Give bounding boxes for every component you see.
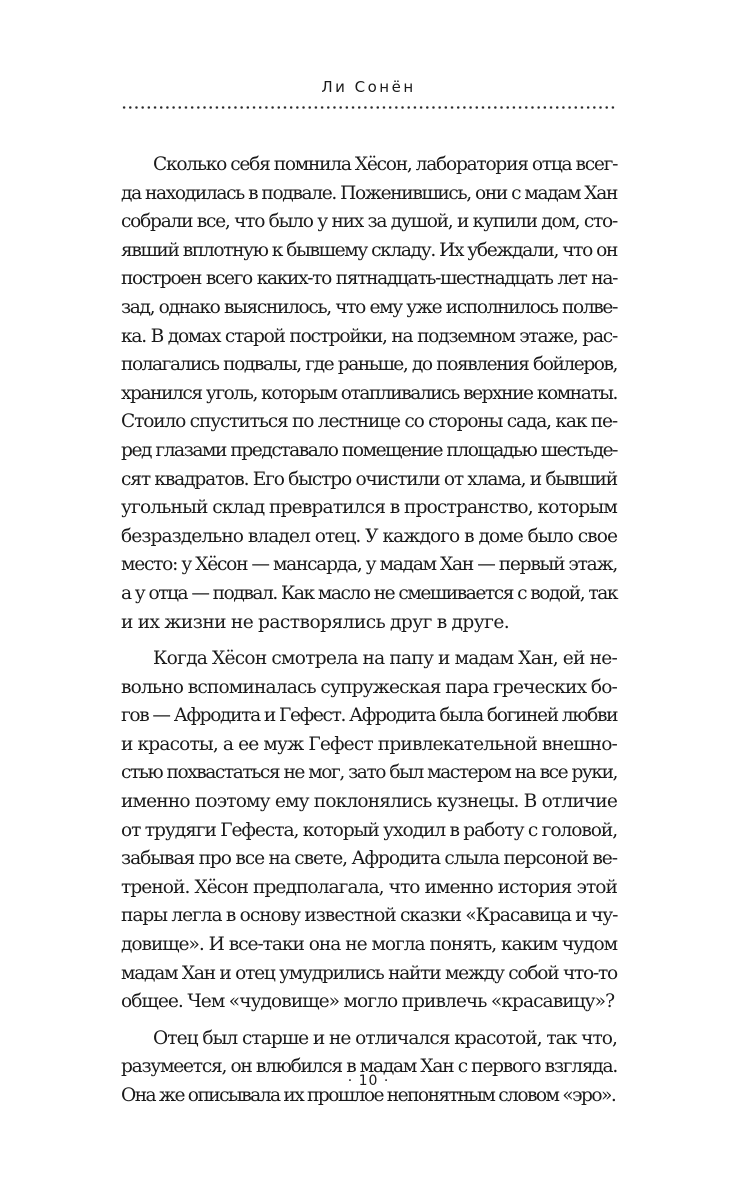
text-line: именно поэтому ему поклонялись кузнецы. В отличие	[121, 791, 617, 813]
paragraph	[121, 151, 617, 637]
paragraph	[121, 645, 617, 1017]
text-line: забывая про все на свете, Афродита слыла персоной ве-	[121, 848, 617, 870]
text-line: Стоило спуститься по лестнице со стороны сада, как пе-	[121, 411, 617, 433]
text-line: гов — Афродита и Гефест. Афродита была богиней любви	[121, 705, 618, 727]
paragraph	[121, 1025, 617, 1111]
text-line: и красоты, а ее муж Гефест привлекательной внешно-	[121, 733, 617, 755]
text-line: вольно вспоминалась супружеская пара греческих бо-	[121, 676, 617, 698]
text-line: явший вплотную к бывшему складу. Их убеждали, что он	[121, 239, 617, 261]
text-line: пары легла в основу известной сказки «Красавица и чу-	[121, 905, 618, 927]
text-line: безраздельно владел отец. У каждого в доме было свое	[121, 525, 617, 547]
text-line: Когда Хёсон смотрела на папу и мадам Хан, ей не-	[153, 648, 617, 670]
text-line: зад, однако выяснилось, что ему уже исполнилось полве-	[121, 296, 617, 318]
text-line: полагались подвалы, где раньше, до появления бойлеров,	[121, 354, 617, 376]
text-line: треной. Хёсон предполагала, что именно история этой	[121, 876, 617, 898]
text-line: хранился уголь, которым отапливались верхние комнаты.	[121, 382, 617, 404]
text-line: собрали все, что было у них за душой, и купили дом, сто-	[121, 211, 617, 233]
page-number: · 10 ·	[347, 1073, 390, 1089]
text-line: стью похвастаться не мог, зато был мастером на все руки,	[121, 762, 617, 784]
text-line: место: у Хёсон — мансарда, у мадам Хан — первый этаж,	[121, 554, 617, 576]
text-line: сят квадратов. Его быстро очистили от хлама, и бывший	[121, 468, 617, 490]
text-line: мадам Хан и отец умудрились найти между собой что-то	[121, 962, 617, 984]
text-line: Сколько себя помнила Хёсон, лаборатория отца всег-	[153, 154, 618, 175]
text-line: Отец был старше и не отличался красотой, так что,	[153, 1027, 617, 1049]
text-line: да находилась в подвале. Поженившись, они с мадам Хан	[121, 182, 617, 204]
text-line: от трудяги Гефеста, который уходил в работу с головой,	[121, 819, 618, 841]
dotted-rule	[121, 106, 617, 109]
paragraph-gap	[121, 637, 617, 645]
text-line: угольный склад превратился в пространство, которым	[121, 497, 617, 519]
text-line: а у отца — подвал. Как масло не смешивается с водой, так	[121, 582, 617, 604]
text-line: общее. Чем «чудовище» могло привлечь «красавицу»?	[121, 991, 615, 1013]
text-line: и их жизни не растворялись друг в друге.	[121, 611, 510, 633]
paragraph-gap	[121, 1017, 617, 1025]
text-line: разумеется, он влюбился в мадам Хан с первого взгляда.	[121, 1056, 617, 1078]
text-line: построен всего каких-то пятнадцать-шестнадцать лет на-	[121, 268, 617, 290]
body-text	[121, 151, 617, 1111]
text-line: ка. В домах старой постройки, на подземном этаже, рас-	[121, 325, 617, 347]
running-head-author: Ли Сонён	[321, 78, 416, 96]
text-line: Она же описывала их прошлое непонятным словом «эро».	[121, 1085, 616, 1106]
text-line: довище». И все-таки она не могла понять, каким чудом	[121, 934, 617, 956]
text-line: ред глазами представало помещение площадью шестьде-	[121, 439, 617, 461]
